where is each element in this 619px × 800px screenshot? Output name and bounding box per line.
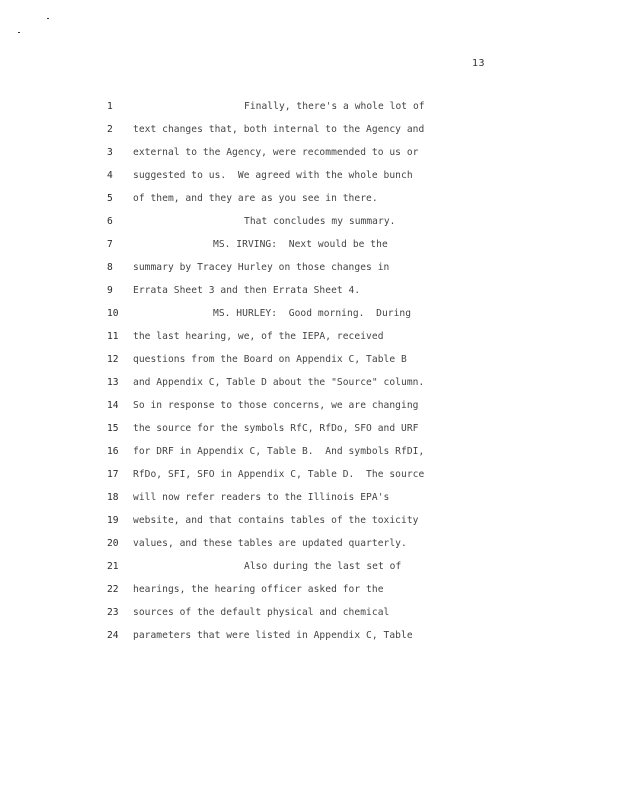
line-number: 1 — [107, 101, 113, 112]
line-text: hearings, the hearing officer asked for the — [133, 584, 384, 595]
transcript-line — [0, 582, 619, 605]
line-number: 21 — [107, 561, 119, 572]
scan-artifact — [47, 18, 49, 19]
line-text: and Appendix C, Table D about the "Source" column. — [133, 377, 425, 388]
transcript-line — [0, 398, 619, 421]
line-text: text changes that, both internal to the Agency and — [133, 124, 425, 135]
line-number: 3 — [107, 147, 113, 158]
line-number: 8 — [107, 262, 113, 273]
transcript-line — [0, 490, 619, 513]
transcript-body — [0, 99, 619, 651]
line-number: 2 — [107, 124, 113, 135]
transcript-line — [0, 99, 619, 122]
line-text: MS. IRVING: Next would be the — [213, 239, 388, 250]
page-number: 13 — [472, 58, 486, 69]
line-text: for DRF in Appendix C, Table B. And symbols RfDI, — [133, 446, 425, 457]
line-number: 7 — [107, 239, 113, 250]
line-text: MS. HURLEY: Good morning. During — [213, 308, 412, 319]
transcript-line — [0, 306, 619, 329]
line-text: Finally, there's a whole lot of — [244, 101, 425, 112]
transcript-line — [0, 191, 619, 214]
line-number: 16 — [107, 446, 119, 457]
line-number: 12 — [107, 354, 119, 365]
transcript-line — [0, 467, 619, 490]
transcript-line — [0, 168, 619, 191]
transcript-line — [0, 421, 619, 444]
line-text: the source for the symbols RfC, RfDo, SFO and URF — [133, 423, 419, 434]
transcript-line — [0, 122, 619, 145]
line-text: That concludes my summary. — [244, 216, 396, 227]
line-text: summary by Tracey Hurley on those changes in — [133, 262, 390, 273]
transcript-line — [0, 628, 619, 651]
line-text: of them, and they are as you see in there. — [133, 193, 378, 204]
transcript-line — [0, 536, 619, 559]
line-text: Errata Sheet 3 and then Errata Sheet 4. — [133, 285, 361, 296]
transcript-line — [0, 260, 619, 283]
line-number: 9 — [107, 285, 113, 296]
line-number: 23 — [107, 607, 119, 618]
line-text: values, and these tables are updated quarterly. — [133, 538, 407, 549]
transcript-line — [0, 375, 619, 398]
line-text: Also during the last set of — [244, 561, 402, 572]
line-text: external to the Agency, were recommended to us or — [133, 147, 419, 158]
transcript-line — [0, 559, 619, 582]
line-text: RfDo, SFI, SFO in Appendix C, Table D. The source — [133, 469, 425, 480]
line-text: will now refer readers to the Illinois EPA's — [133, 492, 390, 503]
transcript-line — [0, 444, 619, 467]
line-text: So in response to those concerns, we are changing — [133, 400, 419, 411]
line-number: 18 — [107, 492, 119, 503]
line-number: 4 — [107, 170, 113, 181]
line-text: the last hearing, we, of the IEPA, received — [133, 331, 384, 342]
transcript-line — [0, 283, 619, 306]
transcript-line — [0, 214, 619, 237]
line-number: 13 — [107, 377, 119, 388]
line-number: 6 — [107, 216, 113, 227]
line-number: 20 — [107, 538, 119, 549]
line-text: parameters that were listed in Appendix C, Table — [133, 630, 413, 641]
transcript-line — [0, 513, 619, 536]
line-text: sources of the default physical and chemical — [133, 607, 390, 618]
line-number: 24 — [107, 630, 119, 641]
line-number: 22 — [107, 584, 119, 595]
transcript-line — [0, 145, 619, 168]
line-number: 10 — [107, 308, 119, 319]
transcript-line — [0, 237, 619, 260]
transcript-line — [0, 605, 619, 628]
transcript-line — [0, 329, 619, 352]
line-number: 14 — [107, 400, 119, 411]
line-number: 19 — [107, 515, 119, 526]
line-text: website, and that contains tables of the toxicity — [133, 515, 419, 526]
line-number: 5 — [107, 193, 113, 204]
line-number: 15 — [107, 423, 119, 434]
scan-artifact — [18, 32, 20, 33]
line-text: suggested to us. We agreed with the whole bunch — [133, 170, 413, 181]
transcript-line — [0, 352, 619, 375]
line-number: 11 — [107, 331, 119, 342]
line-text: questions from the Board on Appendix C, Table B — [133, 354, 407, 365]
line-number: 17 — [107, 469, 119, 480]
